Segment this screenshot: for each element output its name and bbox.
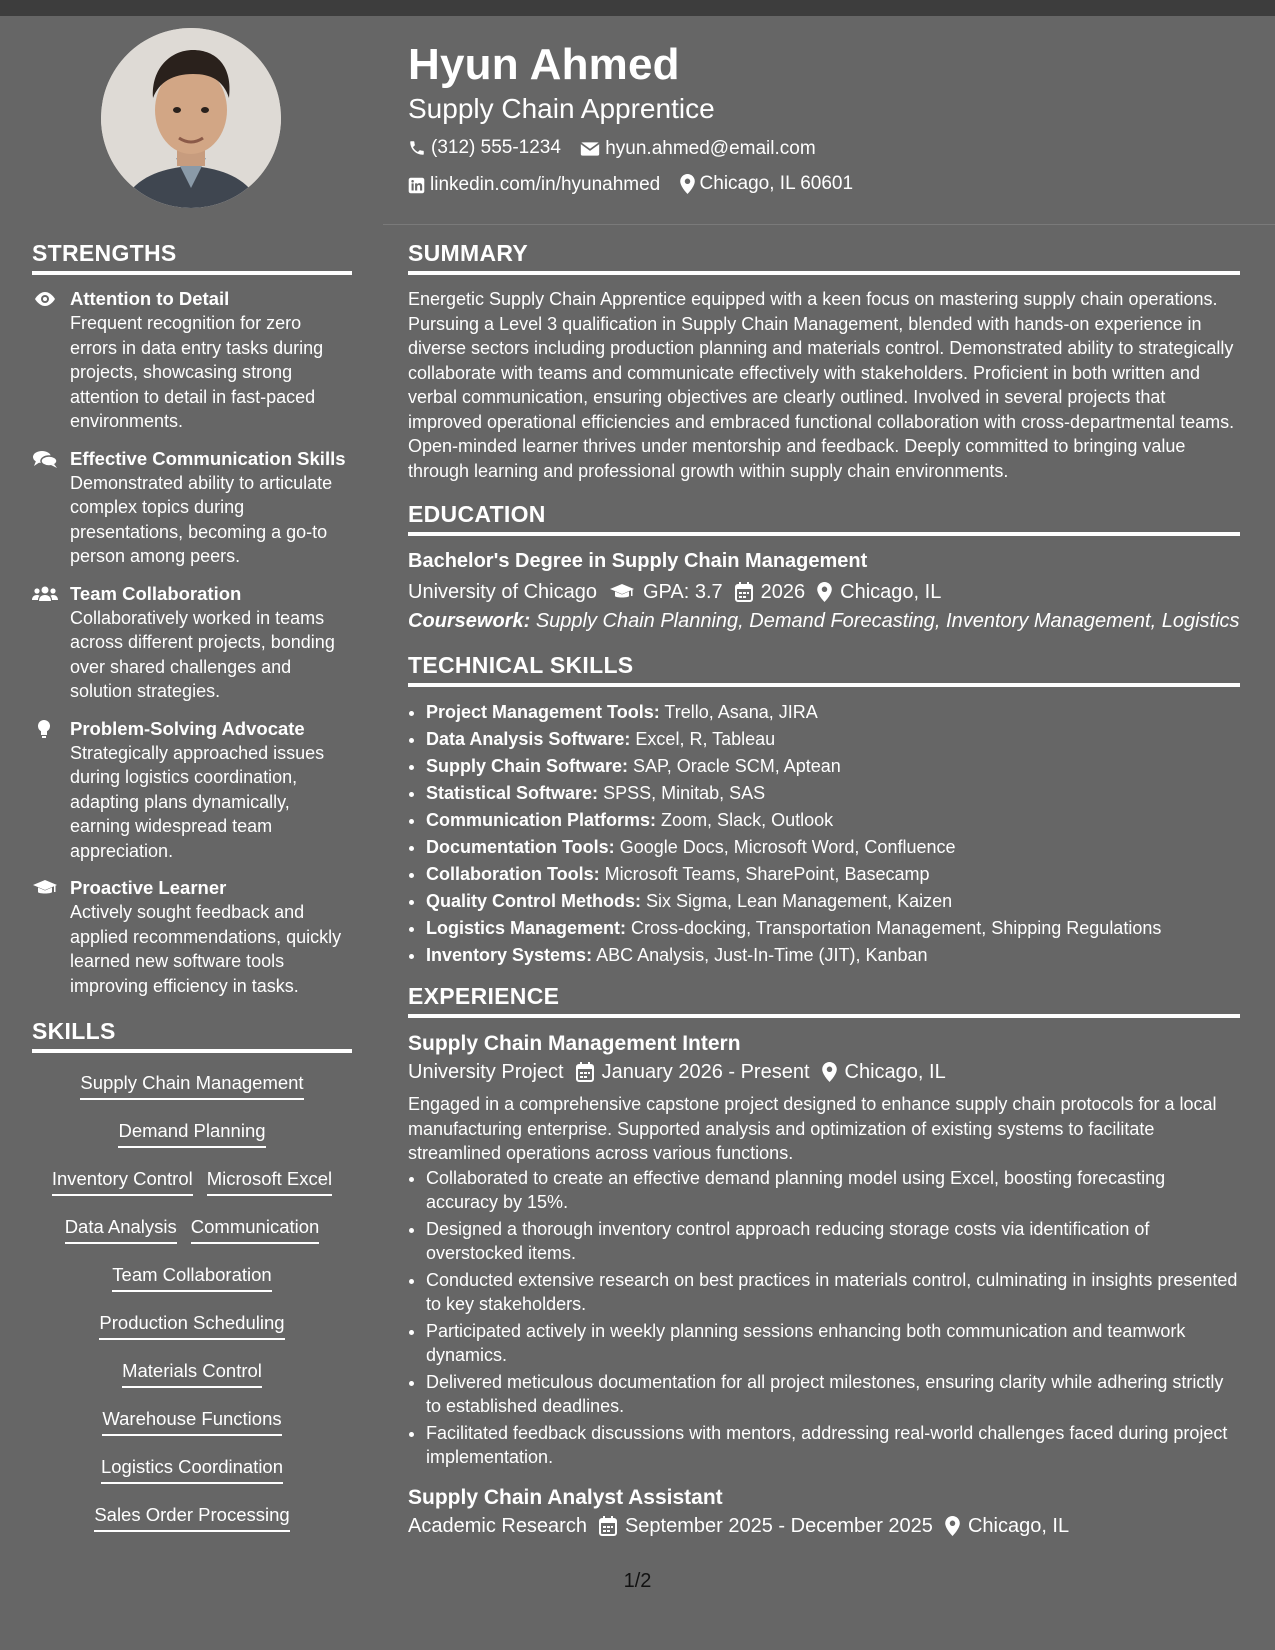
- tech-skill-item: • Inventory Systems: ABC Analysis, Just-In-Time (JIT), Kanban: [426, 942, 1240, 969]
- skill-tag: Demand Planning: [118, 1119, 265, 1148]
- calendar-icon: [576, 1062, 594, 1082]
- skills-heading: SKILLS: [32, 1018, 352, 1053]
- tech-skill-item: • Documentation Tools: Google Docs, Microsoft Word, Confluence: [426, 834, 1240, 861]
- map-marker-icon: [822, 1062, 837, 1082]
- top-bar: [0, 0, 1275, 16]
- skill-tag: Supply Chain Management: [80, 1071, 303, 1100]
- strength-desc: Demonstrated ability to articulate complex topics during presentations, becoming a go-to person among peers.: [70, 472, 333, 566]
- strengths-heading: STRENGTHS: [32, 240, 352, 275]
- page-number: 1/2: [623, 1570, 652, 1592]
- education-year: 2026: [760, 581, 806, 603]
- tech-skill-item: • Collaboration Tools: Microsoft Teams, SharePoint, Basecamp: [426, 861, 1240, 888]
- contact-location: Chicago, IL 60601: [680, 168, 854, 200]
- map-marker-icon: [680, 174, 695, 194]
- calendar-icon: [599, 1516, 617, 1536]
- education-coursework: [408, 606, 1240, 636]
- contact-row-2: [408, 168, 1248, 205]
- eye-icon: [32, 289, 58, 309]
- job-bullet: • Facilitated feedback discussions with mentors, addressing real-world challenges faced during project implementation.: [426, 1421, 1240, 1470]
- tech-skill-item: • Logistics Management: Cross-docking, Transportation Management, Shipping Regulations: [426, 915, 1240, 942]
- strength-desc: Actively sought feedback and applied recommendations, quickly learned new software tools improving efficiency in tasks.: [70, 902, 342, 996]
- education-location: Chicago, IL: [840, 581, 942, 603]
- strength-title: Team Collaboration: [70, 582, 242, 604]
- skill-tag: Microsoft Excel: [207, 1167, 332, 1196]
- envelope-icon: [580, 141, 600, 157]
- job-title: Supply Chain Analyst Assistant: [408, 1485, 723, 1509]
- linkedin-icon: [408, 177, 425, 194]
- job-org: University Project: [408, 1061, 564, 1083]
- strength-item: [32, 447, 352, 569]
- skill-tag: Production Scheduling: [99, 1311, 284, 1340]
- job-bullets: [408, 1166, 1240, 1470]
- strength-item: [32, 287, 352, 434]
- contact-linkedin[interactable]: linkedin.com/in/hyunahmed: [408, 169, 660, 201]
- strength-item: [32, 582, 352, 704]
- tech-skill-item: • Quality Control Methods: Six Sigma, Lean Management, Kaizen: [426, 888, 1240, 915]
- coursework-value: Supply Chain Planning, Demand Forecasting, Inventory Management, Logistics: [535, 610, 1240, 632]
- strength-title: Attention to Detail: [70, 288, 230, 309]
- phone-icon: [408, 139, 426, 157]
- job-bullet: • Designed a thorough inventory control approach reducing storage costs via identification of overstocked items.: [426, 1217, 1240, 1266]
- skill-tag: Materials Control: [122, 1359, 262, 1388]
- candidate-title: Supply Chain Apprentice: [408, 92, 715, 124]
- technical-skills-list: [408, 699, 1240, 969]
- job-dates: September 2025 - December 2025: [624, 1514, 933, 1537]
- strength-desc: Frequent recognition for zero errors in data entry tasks during projects, showcasing strong attention to detail in fast-paced environments.: [70, 313, 324, 431]
- education-degree: Bachelor's Degree in Supply Chain Management: [408, 550, 868, 572]
- avatar: [101, 28, 281, 208]
- skill-tag: Logistics Coordination: [101, 1455, 283, 1484]
- experience-entry: [408, 1030, 1240, 1470]
- job-location: Chicago, IL: [844, 1061, 946, 1083]
- coursework-label: Coursework:: [408, 610, 531, 632]
- main-column: [408, 240, 1240, 1546]
- job-location: Chicago, IL: [967, 1514, 1070, 1537]
- job-title: Supply Chain Management Intern: [408, 1032, 741, 1055]
- strength-item: [32, 717, 352, 864]
- resume-header: [408, 40, 1248, 205]
- job-bullet: • Delivered meticulous documentation for all project milestones, ensuring clarity while adhering strictly to established deadlines.: [426, 1370, 1240, 1419]
- strength-title: Problem-Solving Advocate: [70, 717, 305, 739]
- job-description: Engaged in a comprehensive capstone project designed to enhance supply chain protocols for a local manufacturing enterprise. Supported analysis and optimization of existing systems to facilitate streamlined operations across various functions.: [408, 1094, 1217, 1163]
- skill-tag: Inventory Control: [52, 1167, 193, 1196]
- education-school: University of Chicago: [408, 581, 597, 603]
- job-meta: [408, 1512, 1240, 1540]
- graduation-cap-icon: [32, 878, 58, 898]
- strength-desc: Strategically approached issues during logistics coordination, adapting plans dynamically, earning widespread team appreciation.: [70, 742, 325, 861]
- users-icon: [32, 584, 58, 604]
- job-bullet: • Conducted extensive research on best practices in materials control, culminating in insights presented to key stakeholders.: [426, 1268, 1240, 1317]
- candidate-name: Hyun Ahmed: [408, 40, 680, 89]
- job-bullet: • Participated actively in weekly planning sessions enhancing both communication and teamwork dynamics.: [426, 1319, 1240, 1368]
- education-meta: [408, 578, 1240, 606]
- technical-skills-heading: TECHNICAL SKILLS: [408, 652, 1240, 687]
- map-marker-icon: [945, 1516, 960, 1536]
- skill-tag: Communication: [191, 1215, 320, 1244]
- education-gpa: GPA: 3.7: [642, 581, 723, 603]
- experience-entry: [408, 1484, 1240, 1540]
- contact-row-1: [408, 132, 1248, 168]
- tech-skill-item: • Data Analysis Software: Excel, R, Tableau: [426, 726, 1240, 753]
- job-meta: [408, 1058, 1240, 1086]
- strength-title: Effective Communication Skills: [70, 447, 346, 469]
- job-org: Academic Research: [408, 1514, 587, 1537]
- skills-list: [32, 1071, 352, 1532]
- job-dates: January 2026 - Present: [601, 1061, 810, 1083]
- header-divider: [383, 224, 1275, 225]
- lightbulb-icon: [32, 719, 58, 739]
- experience-heading: EXPERIENCE: [408, 983, 1240, 1018]
- contact-email[interactable]: hyun.ahmed@email.com: [580, 133, 815, 165]
- skill-tag: Data Analysis: [65, 1215, 177, 1244]
- graduation-cap-icon: [609, 582, 635, 602]
- skill-tag: Sales Order Processing: [94, 1503, 289, 1532]
- strength-item: [32, 876, 352, 998]
- tech-skill-item: • Supply Chain Software: SAP, Oracle SCM, Aptean: [426, 753, 1240, 780]
- tech-skill-item: • Project Management Tools: Trello, Asana, JIRA: [426, 699, 1240, 726]
- skill-tag: Warehouse Functions: [102, 1407, 281, 1436]
- education-heading: EDUCATION: [408, 501, 1240, 536]
- summary-text: Energetic Supply Chain Apprentice equipped with a keen focus on mastering supply chain operations. Pursuing a Level 3 qualification in Supply Chain Management, blended with hands-on experience in diverse sectors including production planning and materials control. Demonstrated ability to strategically collaborate with teams and communicate effectively with stakeholders. Proficient in both written and verbal communication, ensuring objectives are clearly outlined. Involved in several projects that improved operational efficiencies and embraced functional collaboration with cross-departmental teams. Open-minded learner thrives under mentorship and feedback. Deeply committed to bringing value through learning and professional growth within supply chain environments.: [408, 289, 1235, 481]
- profile-photo: [101, 28, 281, 208]
- map-marker-icon: [817, 582, 832, 602]
- summary-heading: SUMMARY: [408, 240, 1240, 275]
- sidebar: [32, 240, 352, 1551]
- job-bullet: • Collaborated to create an effective demand planning model using Excel, boosting forecasting accuracy by 15%.: [426, 1166, 1240, 1215]
- strength-title: Proactive Learner: [70, 877, 227, 898]
- tech-skill-item: • Statistical Software: SPSS, Minitab, SAS: [426, 780, 1240, 807]
- calendar-icon: [735, 582, 753, 602]
- skill-tag: Team Collaboration: [112, 1263, 271, 1292]
- strength-desc: Collaboratively worked in teams across different projects, bonding over shared challenges and solution strategies.: [70, 607, 335, 701]
- contact-phone[interactable]: (312) 555-1234: [408, 132, 561, 164]
- comments-icon: [32, 449, 58, 469]
- tech-skill-item: • Communication Platforms: Zoom, Slack, Outlook: [426, 807, 1240, 834]
